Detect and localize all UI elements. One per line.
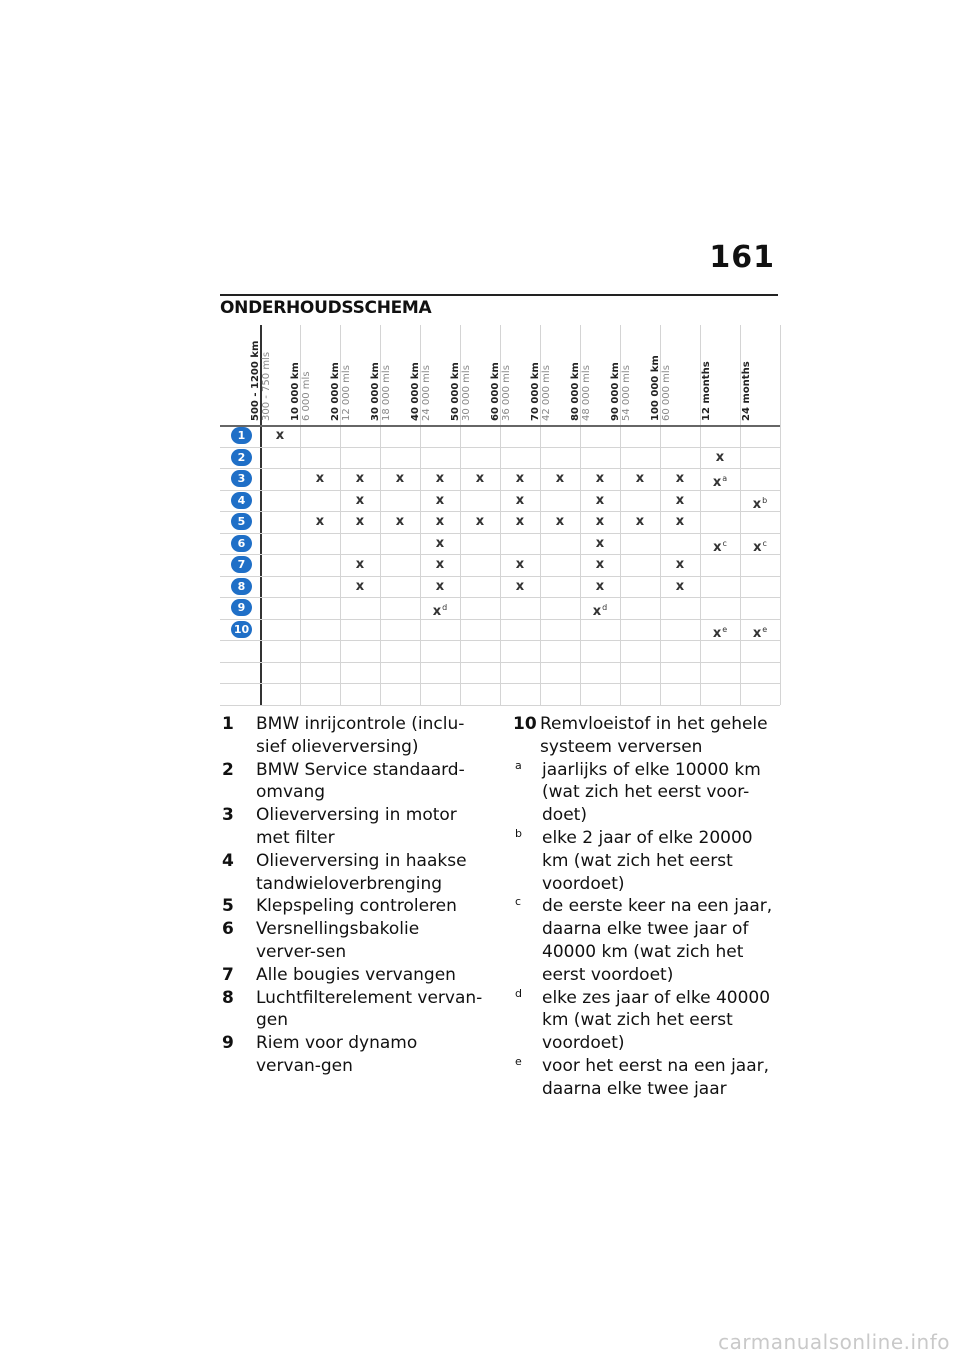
interval-column-header (740, 325, 780, 425)
legend-text: Riem voor dynamo vervan-gen (256, 1033, 418, 1076)
header-rule (220, 294, 778, 296)
schedule-mark: x (275, 428, 285, 443)
schedule-mark: $x^c$ (753, 538, 767, 555)
grid-row-line (220, 447, 780, 448)
schedule-mark: x (315, 471, 325, 486)
row-number-badge: 3 (231, 470, 252, 487)
legend-text: BMW Service standaard-omvang (256, 759, 465, 803)
schedule-mark: x (595, 514, 605, 529)
schedule-mark: x (435, 535, 445, 551)
legend-text: de eerste keer na een jaar, daarna elke twee jaar of 40000 km (wat zich het eerst voordoet) (542, 896, 773, 985)
grid-row-line (220, 640, 780, 641)
footnote-marker: e (515, 1054, 522, 1068)
schedule-mark: x (315, 514, 325, 529)
legend-item (222, 964, 484, 987)
grid-row-line (220, 425, 780, 427)
interval-mls-label: 30 000 mls (461, 365, 472, 421)
footnote-superscript: e (722, 624, 728, 634)
legend-item (222, 850, 484, 896)
grid-row-line (220, 490, 780, 491)
legend-key: 1 (222, 714, 234, 734)
legend-item (222, 713, 484, 759)
schedule-mark: x (395, 471, 405, 486)
footnote-superscript: e (762, 624, 768, 634)
schedule-mark: x (595, 471, 605, 486)
legend-key: 8 (222, 987, 234, 1008)
grid-row-line (220, 511, 780, 512)
row-number-badge: 9 (231, 599, 252, 616)
schedule-mark: x (515, 578, 525, 594)
row-number-badge: 6 (231, 535, 252, 552)
interval-km-label: 100 000 km (650, 355, 661, 421)
schedule-mark: x (595, 535, 605, 551)
interval-km-label: 60 000 km (490, 362, 501, 421)
schedule-mark: $x^d$ (592, 603, 608, 619)
footnote-marker: b (515, 826, 522, 840)
schedule-mark: x (435, 514, 445, 529)
legend-item (222, 895, 484, 918)
legend-text: Alle bougies vervangen (256, 964, 456, 985)
footnote-marker: c (515, 895, 522, 909)
schedule-mark: x (635, 514, 645, 529)
row-number-badge: 8 (231, 578, 252, 595)
schedule-mark: x (435, 471, 445, 486)
row-number-badge: 7 (231, 556, 252, 573)
legend-item (222, 804, 484, 850)
schedule-mark: x (595, 578, 605, 594)
footnote-superscript: c (762, 538, 767, 548)
interval-column-header (700, 325, 740, 425)
schedule-mark: x (435, 492, 445, 508)
footnote-superscript: d (602, 603, 608, 612)
schedule-mark: $x^e$ (712, 624, 728, 641)
legend-footnote (513, 827, 775, 895)
legend-key: 4 (222, 850, 234, 871)
schedule-mark: x (675, 471, 685, 486)
schedule-mark: x (515, 557, 525, 572)
schedule-mark: x (675, 557, 685, 572)
row-number-badge: 10 (231, 621, 252, 638)
schedule-mark: x (595, 492, 605, 508)
schedule-mark: x (675, 514, 685, 529)
footnote-superscript: c (722, 538, 727, 548)
schedule-mark: x (595, 557, 605, 572)
section-title: ONDERHOUDSSCHEMA (220, 298, 432, 318)
schedule-mark: x (355, 514, 365, 529)
interval-mls-label: 18 000 mls (381, 365, 392, 421)
legend-text: elke 2 jaar of elke 20000 km (wat zich het eerst voordoet) (542, 827, 753, 894)
interval-mls-label: 300 - 750 mls (261, 351, 272, 421)
maintenance-schedule-grid (220, 325, 780, 705)
legend-footnote (513, 1055, 775, 1101)
legend-key: 3 (222, 805, 234, 826)
interval-km-label: 500 - 1200 km (250, 340, 261, 421)
schedule-mark: x (355, 557, 365, 572)
legend-text: Klepspeling controleren (256, 896, 457, 917)
schedule-mark: $x^e$ (752, 624, 768, 641)
footnote-superscript: a (722, 474, 728, 483)
legend-key: 7 (222, 964, 234, 985)
footnote-marker: d (515, 986, 522, 1000)
schedule-mark: x (555, 514, 565, 529)
interval-km-label: 80 000 km (570, 362, 581, 421)
legend-footnote (513, 987, 775, 1055)
schedule-mark: x (435, 578, 445, 594)
schedule-mark: $x^b$ (752, 495, 768, 512)
interval-column-header (650, 325, 700, 425)
schedule-mark: x (355, 492, 365, 508)
schedule-mark: $x^c$ (713, 538, 727, 555)
schedule-mark: x (635, 471, 645, 486)
legend-text: Remvloeistof in het gehele systeem verversen (540, 714, 768, 757)
schedule-mark: x (515, 514, 525, 529)
interval-km-label: 24 months (741, 361, 752, 421)
legend-footnote (513, 895, 775, 986)
legend-text: BMW inrijcontrole (inclu-sief olieverversing) (256, 714, 465, 757)
schedule-mark: x (395, 514, 405, 529)
legend-item (222, 918, 484, 964)
interval-km-label: 90 000 km (610, 362, 621, 421)
interval-mls-label: 42 000 mls (541, 365, 552, 421)
schedule-mark: x (515, 471, 525, 486)
interval-mls-label: 48 000 mls (581, 365, 592, 421)
interval-mls-label: 12 000 mls (341, 365, 352, 421)
grid-row-line (220, 533, 780, 534)
grid-row-line (220, 619, 780, 620)
grid-column-line (780, 325, 781, 705)
grid-row-line (220, 554, 780, 555)
interval-km-label: 10 000 km (290, 362, 301, 421)
schedule-mark: x (435, 557, 445, 572)
footnote-marker: a (515, 758, 522, 772)
schedule-mark: $x^a$ (712, 474, 728, 490)
schedule-mark: x (355, 471, 365, 486)
watermark: carmanualsonline.info (718, 1330, 950, 1354)
legend-left (222, 713, 484, 1078)
interval-mls-label: 54 000 mls (621, 365, 632, 421)
row-number-badge: 4 (231, 492, 252, 509)
interval-mls-label: 60 000 mls (661, 365, 672, 421)
legend-right (513, 713, 775, 1101)
interval-km-label: 30 000 km (370, 362, 381, 421)
legend-footnote (513, 759, 775, 827)
legend-text: jaarlijks of elke 10000 km (wat zich het eerst voor-doet) (542, 759, 761, 826)
row-number-badge: 1 (231, 427, 252, 444)
legend-item (222, 759, 484, 805)
schedule-mark: x (675, 492, 685, 508)
schedule-mark: x (715, 449, 725, 465)
schedule-mark: x (515, 492, 525, 508)
legend-text: Luchtfilterelement vervan-gen (256, 987, 483, 1031)
legend-item (513, 713, 775, 759)
legend-item (222, 1032, 484, 1078)
legend-key: 5 (222, 896, 234, 917)
legend-text: voor het eerst na een jaar, daarna elke twee jaar (542, 1055, 770, 1099)
grid-row-line (220, 683, 780, 684)
legend-text: Olieverversing in haakse tandwieloverbrenging (256, 850, 467, 894)
legend-key: 9 (222, 1033, 234, 1054)
interval-mls-label: 36 000 mls (501, 365, 512, 421)
legend-key: 6 (222, 919, 234, 940)
interval-km-label: 70 000 km (530, 362, 541, 421)
interval-km-label: 12 months (701, 361, 712, 421)
legend-text: Olieverversing in motor met filter (256, 805, 457, 848)
schedule-mark: $x^d$ (432, 603, 448, 619)
footnote-superscript: b (762, 495, 768, 505)
interval-km-label: 50 000 km (450, 362, 461, 421)
page-number: 161 (709, 240, 775, 275)
interval-mls-label: 24 000 mls (421, 365, 432, 421)
legend-item (222, 987, 484, 1033)
schedule-mark: x (555, 471, 565, 486)
legend-key: 10 (513, 714, 537, 734)
interval-km-label: 40 000 km (410, 362, 421, 421)
grid-row-line (220, 662, 780, 663)
legend-key: 2 (222, 759, 234, 780)
legend-text: elke zes jaar of elke 40000 km (wat zich het eerst voordoet) (542, 987, 771, 1054)
schedule-mark: x (475, 471, 485, 486)
schedule-mark: x (675, 578, 685, 594)
row-number-badge: 2 (231, 449, 252, 466)
grid-row-line (220, 597, 780, 598)
schedule-mark: x (475, 514, 485, 529)
grid-row-line (220, 705, 780, 706)
schedule-mark: x (355, 578, 365, 594)
grid-row-line (220, 576, 780, 577)
grid-row-line (220, 468, 780, 469)
interval-km-label: 20 000 km (330, 362, 341, 421)
legend-text: Versnellingsbakolie verver-sen (256, 919, 420, 962)
interval-mls-label: 6 000 mls (301, 371, 312, 421)
footnote-superscript: d (442, 603, 448, 612)
row-number-badge: 5 (231, 513, 252, 530)
